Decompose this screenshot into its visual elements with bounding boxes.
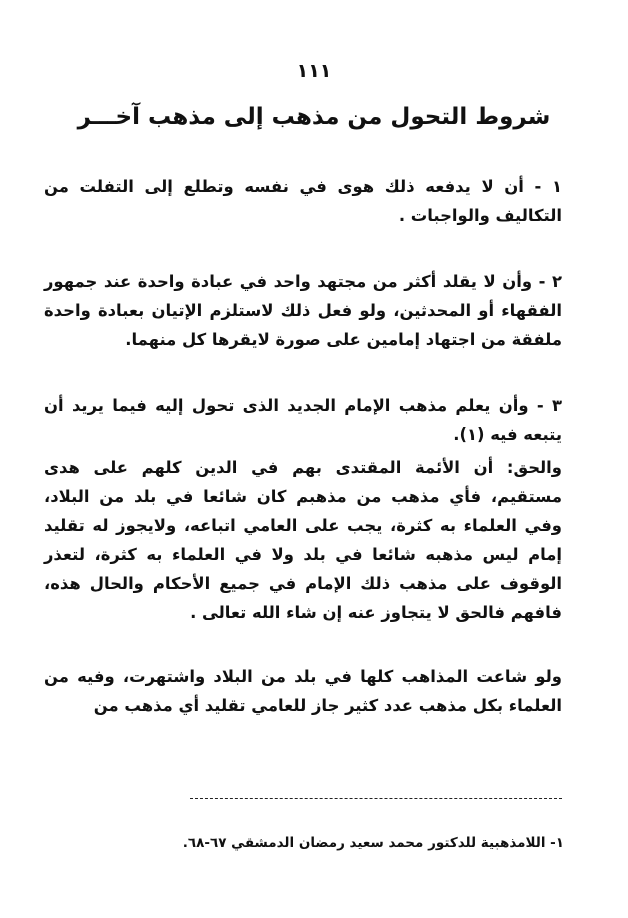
paragraph-condition-3: ٣ - وأن يعلم مذهب الإمام الجديد الذى تحول إليه فيما يريد أن يتبعه فيه (١). bbox=[44, 396, 562, 444]
body-text bbox=[44, 172, 562, 720]
paragraph-truth: والحق: أن الأئمة المقتدى بهم في الدين كلهم على هدى مستقيم، فأي مذهب من مذهبم كان شائعا في بلد من البلاد، وفي العلماء به كثرة، يجب على العامي اتباعه، ولايجوز له تقليد إمام ليس مذهبه شائعا في بلد ولا في العلماء به كثرة، لتعذر الوقوف على مذهب ذلك الإمام في جميع الأحكام والحال هذه، فافهم فالحق لا يتجاوز عنه إن شاء الله تعالى . bbox=[44, 458, 562, 622]
footnote-separator bbox=[190, 798, 562, 799]
paragraph-condition-2: ٢ - وأن لا يقلد أكثر من مجتهد واحد في عبادة واحدة عند جمهور الفقهاء أو المحدثين، ولو فعل ذلك لاستلزم الإتيان بعبادة واحدة ملفقة من اجتهاد إمامين على صورة لايقرها كل منهما. bbox=[44, 272, 562, 349]
paragraph-condition-1: ١ - أن لا يدفعه ذلك هوى في نفسه وتطلع إلى التفلت من التكاليف والواجبات . bbox=[44, 177, 562, 225]
paragraph-spread-schools: ولو شاعت المذاهب كلها في بلد من البلاد واشتهرت، وفيه من العلماء بكل مذهب عدد كثير جاز للعامي تقليد أي مذهب من bbox=[44, 667, 562, 715]
footnote: ١- اللامذهبية للدكتور محمد سعيد رمضان الدمشقي ٦٧-٦٨. bbox=[182, 835, 564, 851]
section-title: شروط التحول من مذهب إلى مذهب آخـــر bbox=[77, 104, 551, 130]
page-number: ١١١ bbox=[296, 60, 332, 82]
